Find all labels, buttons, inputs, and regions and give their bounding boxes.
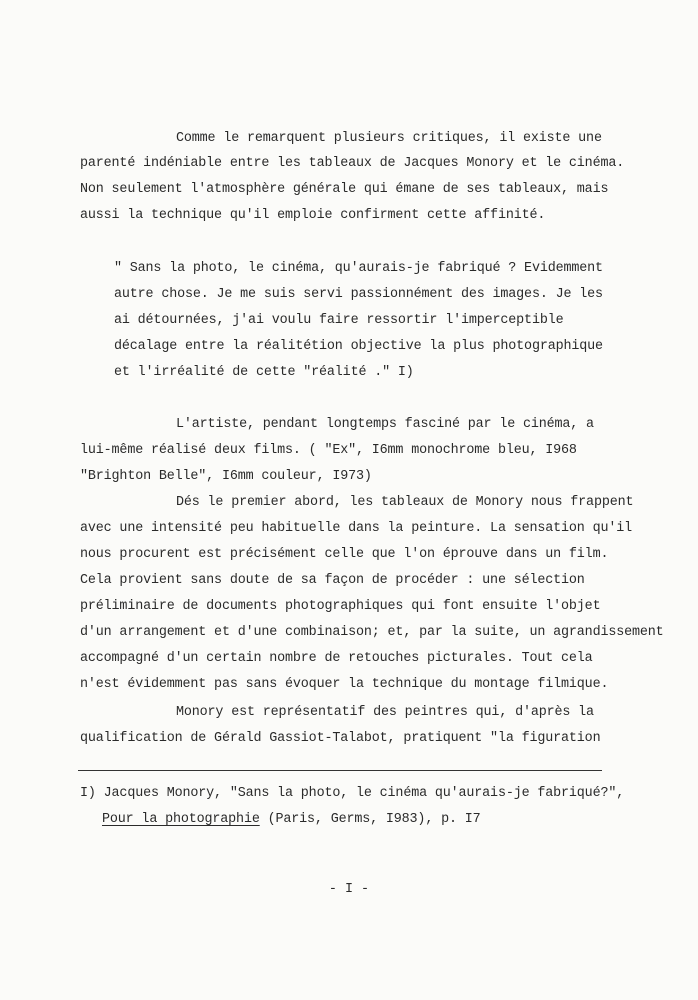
paragraph-3-line-2: avec une intensité peu habituelle dans la peinture. La sensation qu'il	[80, 521, 632, 536]
footnote-line-1: I) Jacques Monory, "Sans la photo, le cinéma qu'aurais-je fabriqué?",	[80, 786, 625, 801]
paragraph-3-line-1: Dés le premier abord, les tableaux de Monory nous frappent	[176, 495, 634, 510]
paragraph-1-line-1: Comme le remarquent plusieurs critiques, il existe une	[176, 131, 602, 146]
paragraph-3-line-3: nous procurent est précisément celle que l'on éprouve dans un film.	[80, 547, 609, 562]
paragraph-3-line-6: d'un arrangement et d'une combinaison; et, par la suite, un agrandissement	[80, 625, 664, 640]
paragraph-3-line-8: n'est évidemment pas sans évoquer la technique du montage filmique.	[80, 677, 609, 692]
footnote-separator	[78, 770, 602, 771]
quote-line-3: ai détournées, j'ai voulu faire ressortir l'imperceptible	[114, 313, 564, 328]
paragraph-2-line-2: lui-même réalisé deux films. ( "Ex", I6mm monochrome bleu, I968	[80, 443, 577, 458]
footnote-publication: (Paris, Germs, I983), p. I7	[259, 812, 481, 827]
quote-line-4: décalage entre la réalitétion objective la plus photographique	[114, 339, 603, 354]
paragraph-2-line-1: L'artiste, pendant longtemps fasciné par le cinéma, a	[176, 417, 594, 432]
quote-line-1: " Sans la photo, le cinéma, qu'aurais-je fabriqué ? Evidemment	[114, 261, 603, 276]
paragraph-2-line-3: "Brighton Belle", I6mm couleur, I973)	[80, 469, 372, 484]
paragraph-1-line-2: parenté indéniable entre les tableaux de Jacques Monory et le cinéma.	[80, 156, 625, 171]
page-number: - I -	[328, 882, 370, 897]
paragraph-3-line-7: accompagné d'un certain nombre de retouches picturales. Tout cela	[80, 651, 593, 666]
quote-line-2: autre chose. Je me suis servi passionnément des images. Je les	[114, 287, 603, 302]
footnote-book-title: Pour la photographie	[102, 812, 260, 827]
paragraph-1-line-4: aussi la technique qu'il emploie confirment cette affinité.	[80, 208, 546, 223]
paragraph-4-line-2: qualification de Gérald Gassiot-Talabot, pratiquent "la figuration	[80, 731, 601, 746]
paragraph-1-line-3: Non seulement l'atmosphère générale qui émane de ses tableaux, mais	[80, 182, 609, 197]
paragraph-3-line-4: Cela provient sans doute de sa façon de procéder : une sélection	[80, 573, 585, 588]
footnote-line-2	[102, 811, 481, 829]
quote-line-5: et l'irréalité de cette "réalité ." I)	[114, 365, 414, 380]
paragraph-4-line-1: Monory est représentatif des peintres qui, d'après la	[176, 705, 594, 720]
paragraph-3-line-5: préliminaire de documents photographiques qui font ensuite l'objet	[80, 599, 601, 614]
